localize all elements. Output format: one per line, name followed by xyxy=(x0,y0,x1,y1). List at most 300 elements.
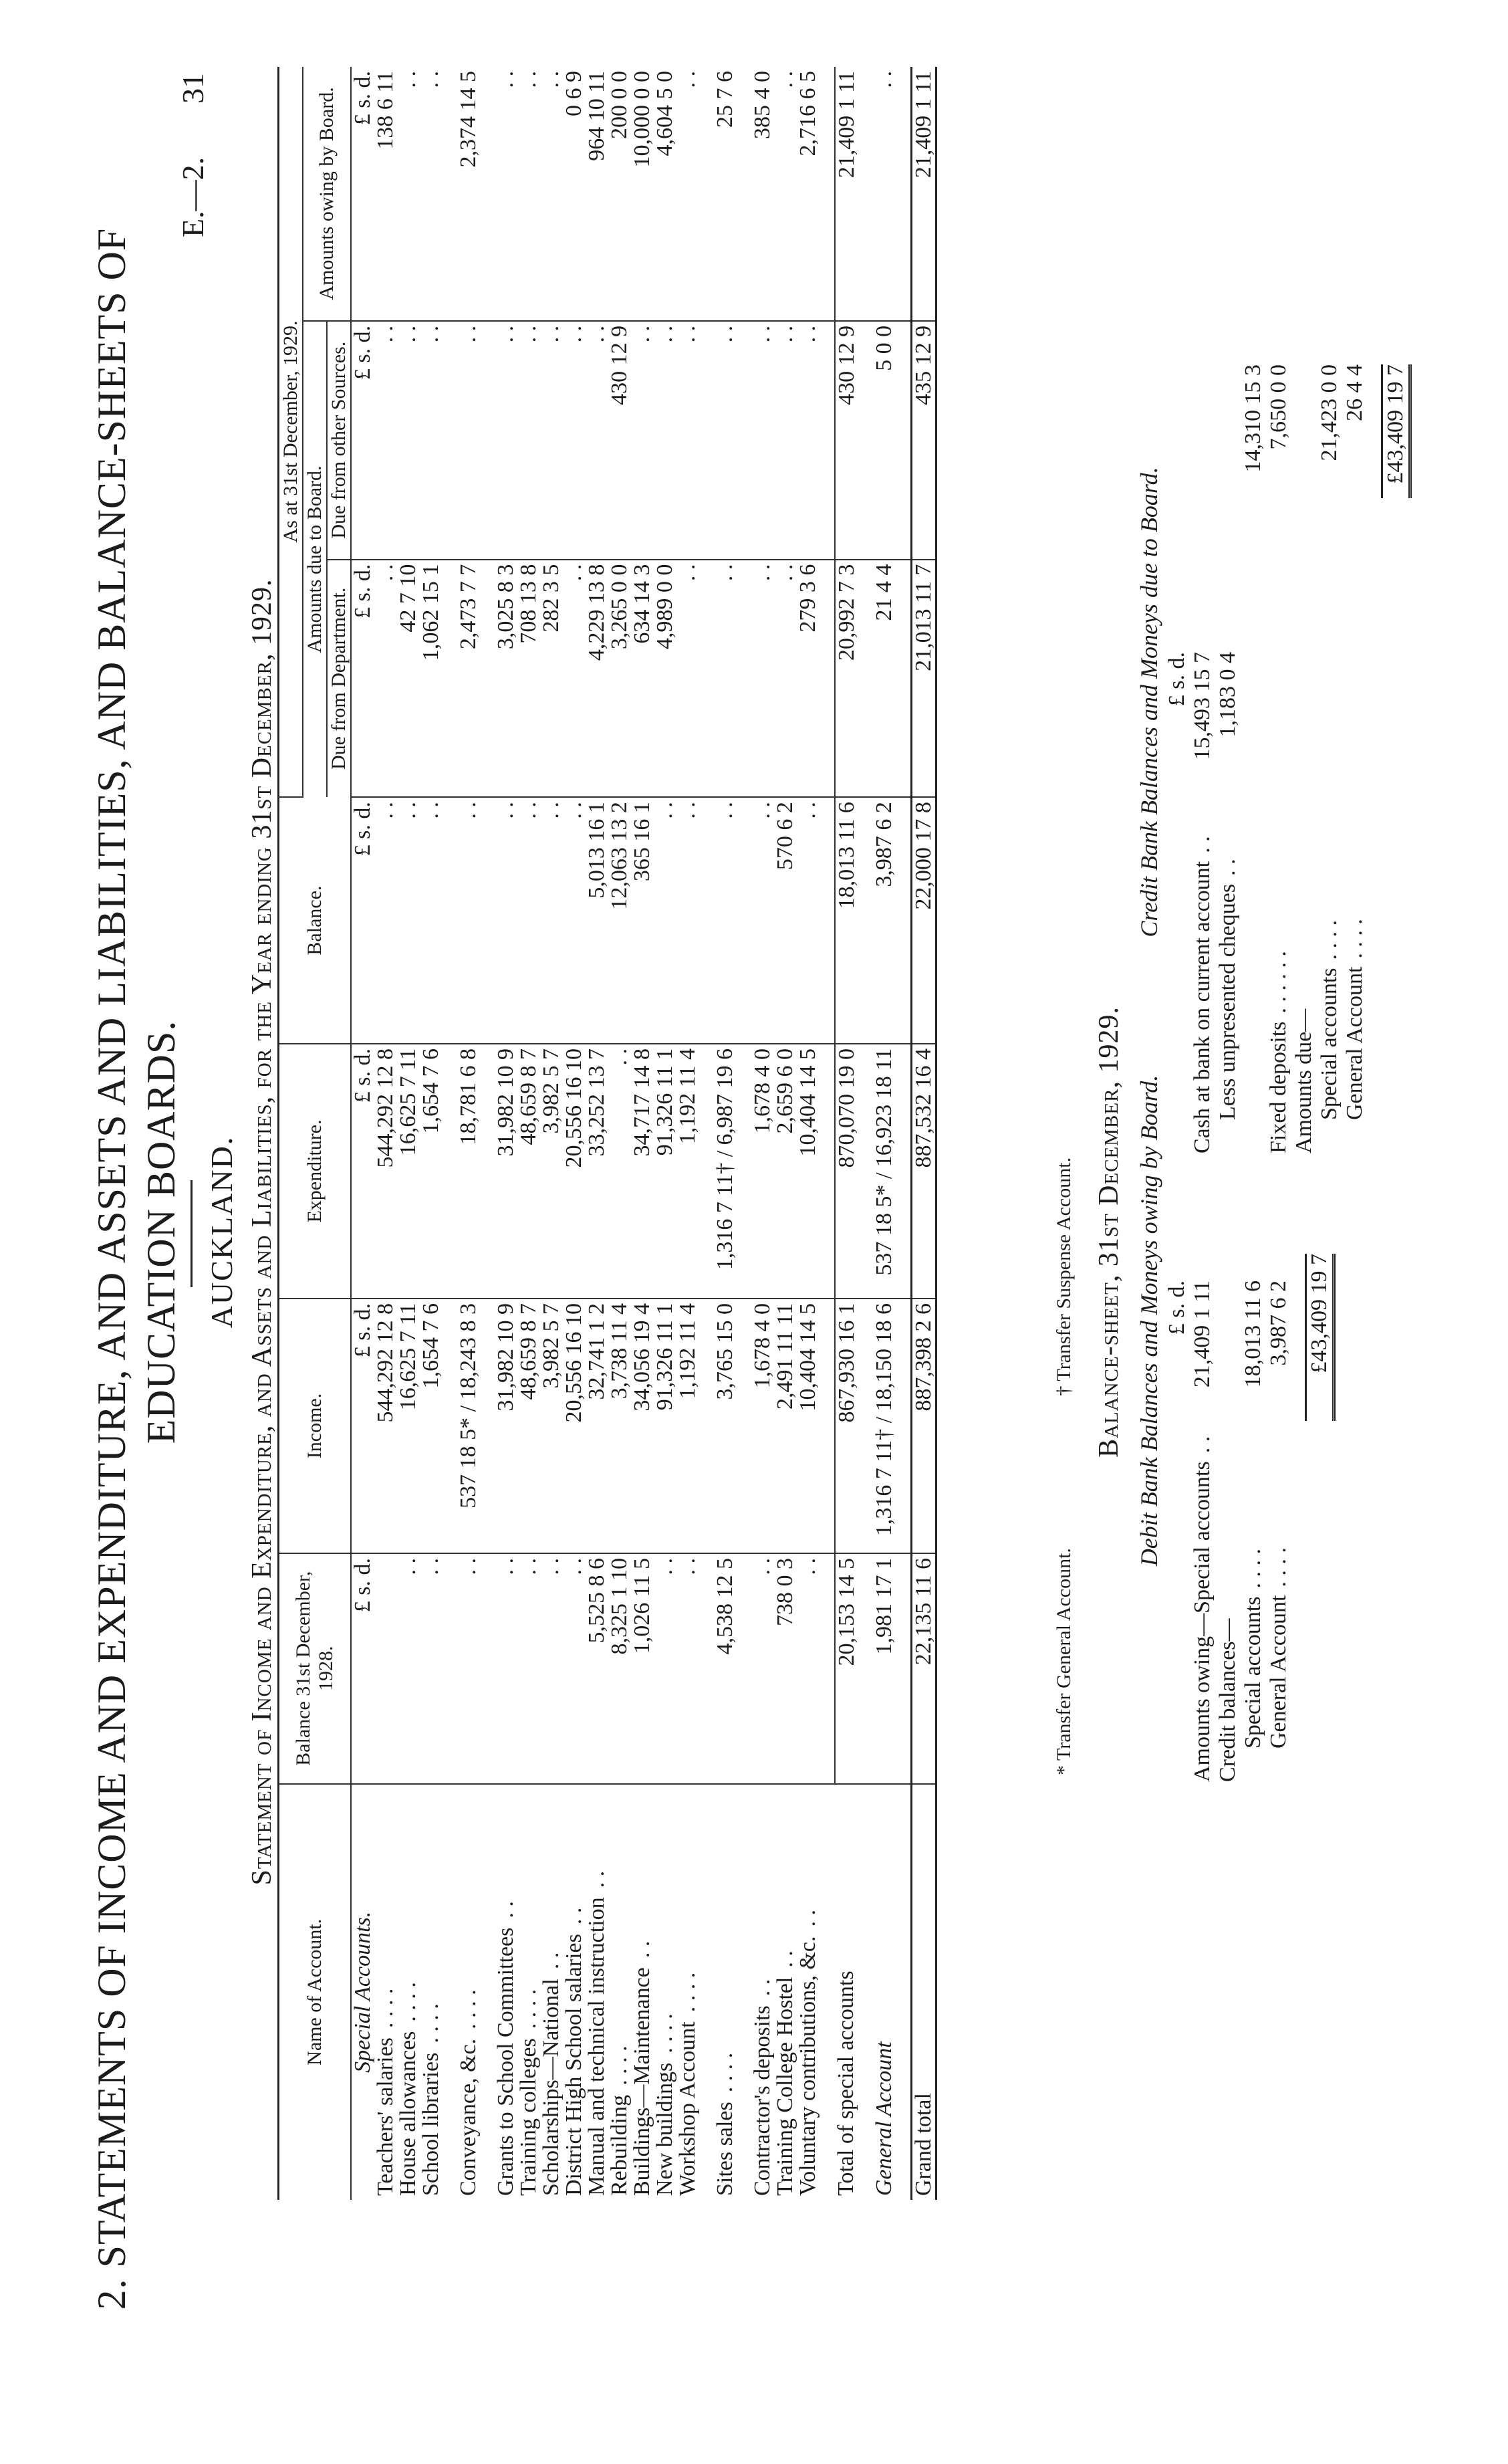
grand-total-row xyxy=(912,67,936,2200)
spacer-cell xyxy=(443,1553,457,1784)
due-department-cell: 2,473 7 7 xyxy=(457,560,480,798)
due-department-cell: 3,025 8 3 xyxy=(495,560,517,798)
account-name-cell xyxy=(420,1784,443,2200)
expenditure-cell: 2,659 6 0 xyxy=(774,1044,797,1299)
balance-cell: . . xyxy=(797,797,820,1044)
income-cell: 3,982 5 7 xyxy=(540,1299,563,1553)
balance-sheet-credit xyxy=(1136,251,1417,1153)
expenditure-cell: 16,625 7 11 xyxy=(397,1044,420,1299)
balance-1928-cell: 1,026 11 5 xyxy=(631,1553,654,1784)
leader-dots: . . . . xyxy=(373,1988,398,2029)
currency-label: £ s. d. xyxy=(351,1044,374,1299)
due-other-cell: . . xyxy=(457,321,480,560)
amounts-owing-cell: 964 10 11 xyxy=(586,67,608,321)
due-other-cell: . . xyxy=(676,321,699,560)
statement-table xyxy=(277,67,937,2200)
balance-1928-cell: . . xyxy=(563,1553,586,1784)
account-name-cell xyxy=(495,1784,517,2200)
spacer-row xyxy=(896,67,912,2200)
balance-1928-cell: . . xyxy=(654,1553,676,1784)
leader-dots: . . . . xyxy=(1241,1548,1265,1589)
spacer-cell xyxy=(737,321,751,560)
bs-amount: 26 4 4 xyxy=(1342,364,1367,421)
leader-dots: . . . . xyxy=(713,2052,737,2093)
table-row xyxy=(397,67,420,2200)
due-department-cell: 3,265 0 0 xyxy=(608,560,631,798)
account-name: School libraries xyxy=(418,2052,443,2196)
due-department-cell: 42 7 10 xyxy=(397,560,420,798)
due-other-cell: . . xyxy=(495,321,517,560)
account-name: Buildings—Maintenance xyxy=(630,1967,654,2196)
balance-1928-cell: 5,525 8 6 xyxy=(586,1553,608,1784)
balance-sheet-row xyxy=(1317,251,1342,1153)
income-cell: 537 18 5* / 18,243 8 3 xyxy=(457,1299,480,1553)
income-cell: 887,398 2 6 xyxy=(912,1299,936,1553)
spacer-cell xyxy=(480,1553,495,1784)
expenditure-cell: . . xyxy=(608,1044,631,1299)
table-row xyxy=(751,67,774,2200)
col-header-owing: Amounts owing by Board. xyxy=(303,67,351,321)
due-other-cell: . . xyxy=(586,321,608,560)
col-header-due-other: Due from other Sources. xyxy=(327,321,351,560)
spacer-cell xyxy=(896,560,912,798)
account-name-cell xyxy=(774,1784,797,2200)
balance-cell: 365 16 1 xyxy=(631,797,654,1044)
income-cell: 1,678 4 0 xyxy=(751,1299,774,1553)
spacer-cell xyxy=(820,1784,835,2200)
statement-body xyxy=(351,67,936,2200)
spacer-cell xyxy=(443,67,457,321)
spacer-cell xyxy=(858,67,873,321)
due-other-cell: 435 12 9 xyxy=(912,321,936,560)
due-department-cell: . . xyxy=(676,560,699,798)
spacer-cell xyxy=(858,1553,873,1784)
bs-label xyxy=(1291,1001,1317,1153)
bs-amount: 14,310 15 3 xyxy=(1241,364,1265,473)
amounts-owing-cell: . . xyxy=(517,67,540,321)
spacer-cell xyxy=(699,1044,714,1299)
spacer-cell xyxy=(737,1299,751,1553)
currency-label: £ s. d. xyxy=(351,1553,374,1784)
spacer-cell xyxy=(443,1299,457,1553)
account-name-cell xyxy=(751,1784,774,2200)
spacer-row xyxy=(699,67,714,2200)
bs-label xyxy=(1241,1549,1266,1749)
expenditure-cell: 544,292 12 8 xyxy=(374,1044,397,1299)
due-other-cell: . . xyxy=(563,321,586,560)
balance-cell: . . xyxy=(654,797,676,1044)
account-name-cell xyxy=(676,1784,699,2200)
spacer-cell xyxy=(480,1044,495,1299)
spacer-cell xyxy=(699,1784,714,2200)
balance-cell: 22,000 17 8 xyxy=(912,797,936,1044)
amounts-owing-cell: . . xyxy=(676,67,699,321)
due-other-cell: . . xyxy=(774,321,797,560)
income-cell: 31,982 10 9 xyxy=(495,1299,517,1553)
balance-1928-cell: 1,981 17 1 xyxy=(873,1553,896,1784)
spacer-cell xyxy=(699,1553,714,1784)
bs-label xyxy=(1266,951,1291,1153)
balance-cell: 5,013 16 1 xyxy=(586,797,608,1044)
account-name: Manual and technical instruction xyxy=(584,1897,609,2196)
income-cell: 1,192 11 4 xyxy=(676,1299,699,1553)
amounts-owing-cell: 25 7 6 xyxy=(714,67,737,321)
currency-label: £ s. d. xyxy=(351,797,374,1044)
amounts-owing-cell: 2,716 6 5 xyxy=(797,67,820,321)
due-other-cell: . . xyxy=(631,321,654,560)
table-row xyxy=(374,67,397,2200)
due-department-cell: . . xyxy=(714,560,737,798)
bs-label xyxy=(1241,1145,1266,1153)
spacer-cell xyxy=(737,1044,751,1299)
due-other-cell: . . xyxy=(420,321,443,560)
account-name-cell xyxy=(608,1784,631,2200)
amounts-owing-cell: . . xyxy=(495,67,517,321)
balance-cell: 570 6 2 xyxy=(774,797,797,1044)
account-name-cell xyxy=(631,1784,654,2200)
income-cell: 91,326 11 1 xyxy=(654,1299,676,1553)
table-row xyxy=(654,67,676,2200)
table-row xyxy=(797,67,820,2200)
account-name: District High School salaries xyxy=(561,1934,586,2196)
spacer-cell xyxy=(443,1044,457,1299)
account-name-cell xyxy=(374,1784,397,2200)
bs-label-text: Fixed deposits xyxy=(1266,1021,1291,1153)
expenditure-cell: 537 18 5* / 16,923 18 11 xyxy=(873,1044,896,1299)
spacer-row xyxy=(820,67,835,2200)
bs-label xyxy=(1317,920,1342,1120)
account-name: Training colleges xyxy=(516,2038,541,2196)
spacer-cell xyxy=(480,1299,495,1553)
leader-dots: . . . . xyxy=(1317,919,1342,960)
leader-dots: . . . . xyxy=(396,1982,420,2022)
balance-sheet-row xyxy=(1342,251,1368,1153)
due-department-cell: 279 3 6 xyxy=(797,560,820,798)
general-account-row xyxy=(873,67,896,2200)
spacer-cell xyxy=(820,67,835,321)
spacer-cell xyxy=(480,67,495,321)
table-row xyxy=(517,67,540,2200)
due-other-cell: . . xyxy=(797,321,820,560)
balance-1928-cell: . . xyxy=(517,1553,540,1784)
credit-rows xyxy=(1190,251,1368,1153)
balance-1928-cell: 20,153 14 5 xyxy=(835,1553,858,1784)
col-header-income: Income. xyxy=(279,1299,352,1553)
balance-1928-cell: . . xyxy=(420,1553,443,1784)
total-special-row xyxy=(835,67,858,2200)
expenditure-cell: 870,070 19 0 xyxy=(835,1044,858,1299)
due-department-cell: 634 14 3 xyxy=(631,560,654,798)
bs-label-text: General Account xyxy=(1342,966,1367,1120)
leader-dots: . . . . xyxy=(607,2045,632,2086)
account-name-cell xyxy=(714,1784,737,2200)
leader-dots: . . xyxy=(1190,1436,1215,1454)
income-cell: 16,625 7 11 xyxy=(397,1299,420,1553)
spacer-cell xyxy=(443,321,457,560)
spacer-cell xyxy=(480,1784,495,2200)
main-title xyxy=(87,0,186,2464)
spacer-cell xyxy=(820,321,835,560)
balance-cell: . . xyxy=(676,797,699,1044)
due-other-cell: 430 12 9 xyxy=(835,321,858,560)
balance-1928-cell: 738 0 3 xyxy=(774,1553,797,1784)
bs-amount: 3,987 6 2 xyxy=(1266,1280,1291,1366)
spacer-cell xyxy=(858,560,873,798)
spacer-cell xyxy=(737,67,751,321)
spacer-cell xyxy=(820,1299,835,1553)
leader-dots: . . xyxy=(750,1979,775,1997)
expenditure-cell: 10,404 14 5 xyxy=(797,1044,820,1299)
expenditure-cell: 18,781 6 8 xyxy=(457,1044,480,1299)
bs-amount: 21,423 0 0 xyxy=(1317,364,1342,461)
table-row xyxy=(631,67,654,2200)
leader-dots: . . xyxy=(1190,836,1215,853)
leader-dots: . . . . xyxy=(675,1972,700,2013)
income-cell: 10,404 14 5 xyxy=(797,1299,820,1553)
income-cell: 1,316 7 11† / 18,150 18 6 xyxy=(873,1299,896,1553)
table-row xyxy=(774,67,797,2200)
col-header-balance-1928: Balance 31st December, 1928. xyxy=(279,1553,352,1784)
account-name-cell xyxy=(540,1784,563,2200)
currency-label: £ s. d. xyxy=(1164,652,1189,707)
table-row xyxy=(540,67,563,2200)
account-name: New buildings xyxy=(652,2062,677,2196)
due-department-cell: 1,062 15 1 xyxy=(420,560,443,798)
statement-subtitle: Statement of Income and Expenditure, and Assets and Liabilities, for the Year ending 31st December, 1929. xyxy=(247,578,277,1886)
footnotes xyxy=(1053,1010,1076,1775)
due-other-cell: . . xyxy=(714,321,737,560)
balance-cell: . . xyxy=(714,797,737,1044)
account-name-cell xyxy=(397,1784,420,2200)
table-row xyxy=(676,67,699,2200)
balance-1928-cell: . . xyxy=(751,1553,774,1784)
spacer-cell xyxy=(480,321,495,560)
spacer-cell xyxy=(480,797,495,1044)
bs-label xyxy=(1342,919,1368,1120)
spacer-cell xyxy=(699,1299,714,1553)
spacer-cell xyxy=(699,67,714,321)
spacer-cell xyxy=(443,1784,457,2200)
debit-heading: Debit Bank Balances and Moneys owing by Board. xyxy=(1136,1075,1162,1567)
amounts-owing-cell: 0 6 9 xyxy=(563,67,586,321)
title-line-1: 2. STATEMENTS OF INCOME AND EXPENDITURE, AND ASSETS AND LIABILITIES, AND BALANCE-SHEETS OF xyxy=(90,227,134,2310)
bs-label xyxy=(1266,1547,1291,1749)
spacer-cell xyxy=(858,1044,873,1299)
amounts-owing-cell: . . xyxy=(873,67,896,321)
balance-1928-cell: . . xyxy=(797,1553,820,1784)
expenditure-cell: 3,982 5 7 xyxy=(540,1044,563,1299)
spacer-cell xyxy=(896,1044,912,1299)
bs-amount: 1,183 0 4 xyxy=(1215,652,1240,738)
due-department-cell: . . xyxy=(374,560,397,798)
amounts-owing-cell: . . xyxy=(774,67,797,321)
income-cell: 1,654 7 6 xyxy=(420,1299,443,1553)
balance-1928-cell: 22,135 11 6 xyxy=(912,1553,936,1784)
amounts-owing-cell: . . xyxy=(540,67,563,321)
spacer-cell xyxy=(699,560,714,798)
balance-1928-cell: . . xyxy=(676,1553,699,1784)
footnote-star: * Transfer General Account. xyxy=(1053,1548,1075,1775)
currency-label: £ s. d. xyxy=(351,67,374,321)
spacer-cell xyxy=(896,1784,912,2200)
credit-total: £43,409 19 7 xyxy=(1381,364,1412,498)
due-department-cell: 20,992 7 3 xyxy=(835,560,858,798)
page-number: 31 xyxy=(176,73,210,104)
balance-sheet-row xyxy=(1215,251,1241,1153)
col-header-expenditure: Expenditure. xyxy=(279,1044,352,1299)
table-row xyxy=(495,67,517,2200)
amounts-owing-cell: 21,409 1 11 xyxy=(912,67,936,321)
bs-amount: 18,013 11 6 xyxy=(1241,1280,1265,1388)
col-header-name: Name of Account. xyxy=(279,1784,352,2200)
balance-sheet-row xyxy=(1291,251,1317,1153)
spacer-cell xyxy=(858,1299,873,1553)
balance-cell: . . xyxy=(563,797,586,1044)
spacer-cell xyxy=(820,1553,835,1784)
due-other-cell: 5 0 0 xyxy=(873,321,896,560)
balance-sheet-title: Balance-sheet, 31st December, 1929. xyxy=(1094,1006,1124,1458)
amounts-owing-cell: 21,409 1 11 xyxy=(835,67,858,321)
account-name: Total of special accounts xyxy=(834,1971,858,2196)
bs-label xyxy=(1190,836,1215,1153)
balance-cell: . . xyxy=(420,797,443,1044)
income-cell: 32,741 1 2 xyxy=(586,1299,608,1553)
balance-cell: 3,987 6 2 xyxy=(873,797,896,1044)
spacer-cell xyxy=(737,560,751,798)
account-name: Training College Hostel xyxy=(773,1977,797,2196)
balance-cell: 12,063 13 2 xyxy=(608,797,631,1044)
expenditure-cell: 887,532 16 4 xyxy=(912,1044,936,1299)
table-row xyxy=(563,67,586,2200)
income-cell: 3,738 11 4 xyxy=(608,1299,631,1553)
account-name-cell xyxy=(873,1784,896,2200)
account-name: Scholarships—National xyxy=(539,1979,563,2196)
due-other-cell: . . xyxy=(751,321,774,560)
balance-1928-cell: . . xyxy=(540,1553,563,1784)
balance-1928-cell: . . xyxy=(397,1553,420,1784)
balance-cell: . . xyxy=(495,797,517,1044)
balance-sheet-row xyxy=(1190,251,1215,1153)
bs-label-text: Less unpresented cheques xyxy=(1215,883,1240,1120)
amounts-owing-cell: 10,000 0 0 xyxy=(631,67,654,321)
due-department-cell: 21,013 11 7 xyxy=(912,560,936,798)
account-name: Grand total xyxy=(911,2093,936,2196)
account-name-cell xyxy=(797,1784,820,2200)
balance-sheet-row xyxy=(1266,251,1291,1153)
balance-cell: . . xyxy=(397,797,420,1044)
income-cell: 34,056 19 4 xyxy=(631,1299,654,1553)
credit-heading: Credit Bank Balances and Moneys due to Board. xyxy=(1136,467,1162,937)
amounts-owing-cell: . . xyxy=(397,67,420,321)
leader-dots: . . xyxy=(493,1901,518,1918)
expenditure-cell: 33,252 13 7 xyxy=(586,1044,608,1299)
currency-label: £ s. d. xyxy=(351,1299,374,1553)
col-header-amounts-due: Amounts due to Board. xyxy=(303,321,327,797)
bs-label xyxy=(1215,859,1241,1120)
spacer-cell xyxy=(820,560,835,798)
due-other-cell: 430 12 9 xyxy=(608,321,631,560)
balance-cell: . . xyxy=(374,797,397,1044)
leader-dots: . . . . xyxy=(456,1989,481,2029)
balance-cell: . . xyxy=(457,797,480,1044)
account-name: Workshop Account xyxy=(675,2021,700,2196)
due-department-cell: 21 4 4 xyxy=(873,560,896,798)
bs-label-text: Cash at bank on current account xyxy=(1190,861,1215,1153)
bs-amount: 7,650 0 0 xyxy=(1266,364,1291,450)
income-cell: 48,659 8 7 xyxy=(517,1299,540,1553)
title-rule xyxy=(191,1180,193,1287)
bs-amount: 21,409 1 11 xyxy=(1190,1280,1215,1388)
account-name: Rebuilding xyxy=(607,2094,632,2196)
balance-1928-cell: . . xyxy=(457,1553,480,1784)
expenditure-cell: 1,316 7 11† / 6,987 19 6 xyxy=(714,1044,737,1299)
balance-1928-cell: . . xyxy=(495,1553,517,1784)
account-name-cell xyxy=(912,1784,936,2200)
col-header-due-department: Due from Department. xyxy=(327,560,351,798)
footnote-dagger: † Transfer Suspense Account. xyxy=(1053,1157,1075,1396)
table-row xyxy=(608,67,631,2200)
bs-label-text: Amounts owing—Special accounts xyxy=(1190,1461,1215,1782)
due-department-cell: 708 13 8 xyxy=(517,560,540,798)
special-accounts-heading: Special Accounts. xyxy=(350,1911,375,2073)
spacer-cell xyxy=(896,1553,912,1784)
bs-label-text: Amounts due— xyxy=(1291,1008,1316,1153)
due-other-cell: . . xyxy=(374,321,397,560)
leader-dots: . . xyxy=(630,1940,654,1958)
account-name-cell xyxy=(457,1784,480,2200)
bs-label-text: Special accounts xyxy=(1241,1596,1265,1749)
spacer-cell xyxy=(737,797,751,1044)
account-name-cell xyxy=(563,1784,586,2200)
expenditure-cell: 1,678 4 0 xyxy=(751,1044,774,1299)
account-name: Teachers' salaries xyxy=(373,2037,398,2196)
spacer-cell xyxy=(737,1784,751,2200)
account-name: Conveyance, &c. xyxy=(456,2038,481,2196)
balance-cell: . . xyxy=(517,797,540,1044)
spacer-row xyxy=(737,67,751,2200)
spacer-cell xyxy=(858,797,873,1044)
leader-dots: . . xyxy=(795,1910,820,1927)
leader-dots: . . . . . . xyxy=(1266,951,1291,1014)
spacer-row xyxy=(858,67,873,2200)
bs-label-text: Credit balances— xyxy=(1215,1618,1240,1782)
expenditure-cell: 48,659 8 7 xyxy=(517,1044,540,1299)
expenditure-cell: 1,654 7 6 xyxy=(420,1044,443,1299)
document-reference: E.—2. xyxy=(176,156,210,237)
balance-sheet-row xyxy=(1241,251,1266,1153)
spacer-cell xyxy=(820,1044,835,1299)
currency-label: £ s. d. xyxy=(351,560,374,798)
leader-dots: . . . . xyxy=(516,1989,541,2029)
balance-1928-cell: 8,325 1 10 xyxy=(608,1553,631,1784)
amounts-owing-cell: 4,604 5 0 xyxy=(654,67,676,321)
balance-cell: . . xyxy=(751,797,774,1044)
due-other-cell: . . xyxy=(397,321,420,560)
table-row xyxy=(714,67,737,2200)
currency-label: £ s. d. xyxy=(351,321,374,560)
leader-dots: . . . . xyxy=(652,2013,677,2053)
spacer-cell xyxy=(699,797,714,1044)
spacer-row xyxy=(443,67,457,2200)
leader-dots: . . xyxy=(773,1950,797,1968)
spacer-cell xyxy=(896,1299,912,1553)
spacer-cell xyxy=(699,321,714,560)
bs-label-text: General Account xyxy=(1266,1595,1291,1749)
account-name: Sites sales xyxy=(713,2102,737,2196)
due-other-cell: . . xyxy=(540,321,563,560)
currency-label: £ s. d. xyxy=(1164,1280,1189,1335)
due-department-cell: 282 3 5 xyxy=(540,560,563,798)
